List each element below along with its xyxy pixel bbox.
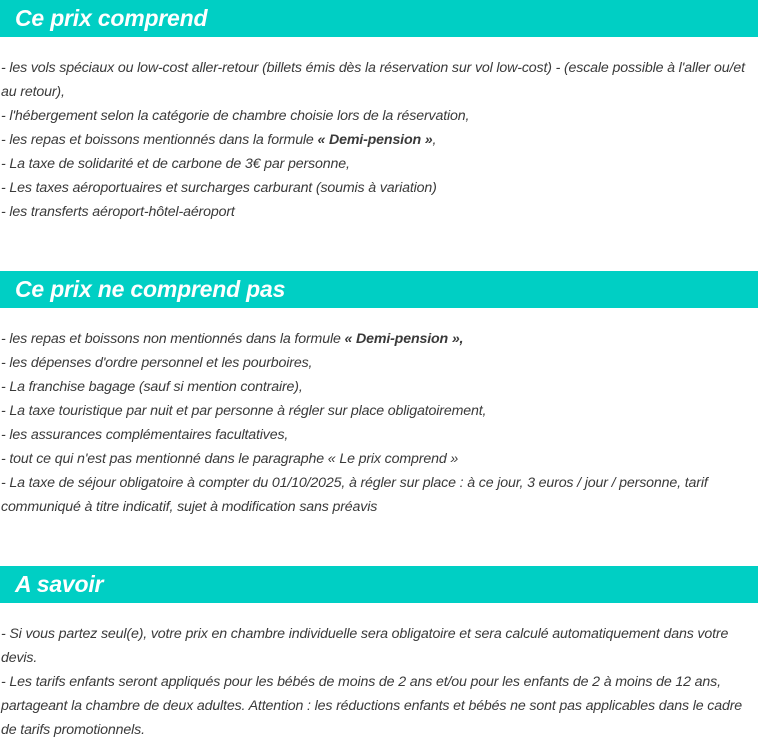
section-header	[0, 271, 758, 308]
list-item: - La taxe de séjour obligatoire à compter du 01/10/2025, à régler sur place : à ce jour, 3 euros / jour / personne, tarif communiqué à titre indicatif, sujet à modification sans préavis	[1, 475, 708, 515]
section-body	[0, 603, 758, 742]
section-body	[0, 37, 758, 224]
section-header	[0, 0, 758, 37]
list-item: - les dépenses d'ordre personnel et les pourboires,	[1, 355, 313, 371]
list-item: - tout ce qui n'est pas mentionné dans le paragraphe « Le prix comprend »	[1, 451, 459, 467]
list-item: - La taxe touristique par nuit et par personne à régler sur place obligatoirement,	[1, 403, 487, 419]
list-item: - La taxe de solidarité et de carbone de 3€ par personne,	[1, 156, 350, 172]
formula-name: « Demi-pension »	[317, 132, 433, 148]
list-item: - Les tarifs enfants seront appliqués pour les bébés de moins de 2 ans et/ou pour les enfants de 2 à moins de 12 ans, partageant la chambre de deux adultes. Attention : les réductions enfants et bébés ne sont pas applicables dans le cadre de tarifs promotionnels.	[1, 674, 743, 738]
list-item: - La franchise bagage (sauf si mention contraire),	[1, 379, 303, 395]
list-item: - les vols spéciaux ou low-cost aller-retour (billets émis dès la réservation sur vol low-cost) - (escale possible à l'aller ou/et au retour),	[1, 60, 745, 100]
section-a-savoir	[0, 566, 758, 742]
section-title: Ce prix comprend	[15, 5, 208, 31]
formula-name: « Demi-pension »,	[344, 331, 464, 347]
list-item: - Si vous partez seul(e), votre prix en chambre individuelle sera obligatoire et sera calculé automatiquement dans votre devis.	[1, 626, 729, 666]
section-ce-prix-comprend	[0, 0, 758, 224]
section-title: Ce prix ne comprend pas	[15, 276, 286, 302]
section-ce-prix-ne-comprend-pas	[0, 271, 758, 519]
list-item: - l'hébergement selon la catégorie de chambre choisie lors de la réservation,	[1, 108, 470, 124]
section-title: A savoir	[15, 571, 104, 597]
list-item: - les repas et boissons non mentionnés dans la formule « Demi-pension »,	[1, 331, 464, 347]
list-item: - les transferts aéroport-hôtel-aéroport	[1, 204, 235, 220]
list-item: - les assurances complémentaires facultatives,	[1, 427, 289, 443]
list-item: - Les taxes aéroportuaires et surcharges carburant (soumis à variation)	[1, 180, 437, 196]
list-item: - les repas et boissons mentionnés dans la formule « Demi-pension »,	[1, 132, 437, 148]
section-body	[0, 308, 758, 519]
section-header	[0, 566, 758, 603]
